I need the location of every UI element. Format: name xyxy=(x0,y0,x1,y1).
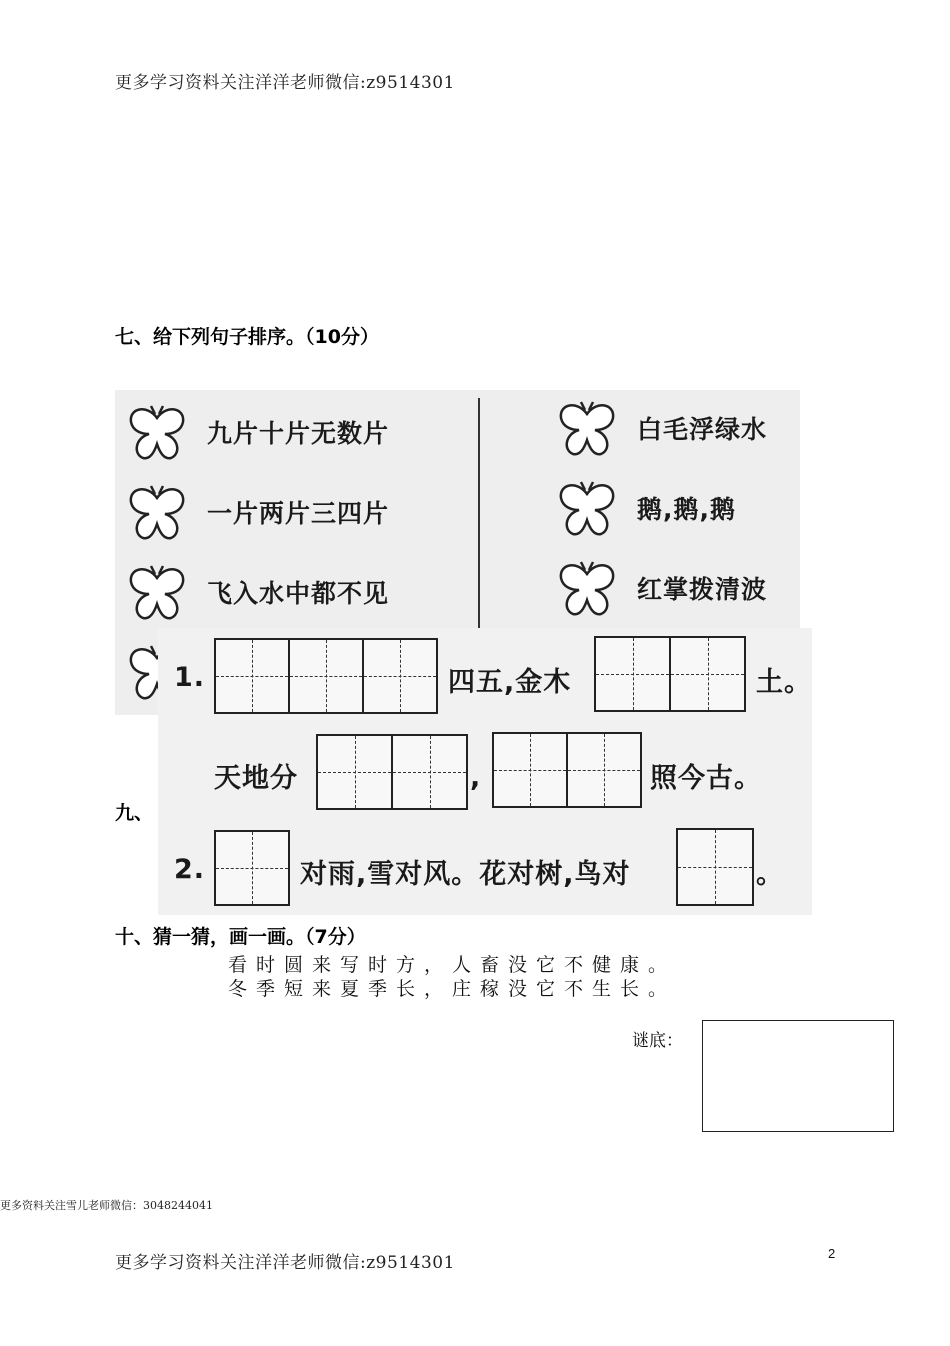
line2-end-text: 照今古。 xyxy=(650,763,762,794)
answer-boxes-line1b[interactable] xyxy=(594,636,746,712)
line2-comma: , xyxy=(470,762,482,793)
item1-number: 1. xyxy=(174,662,206,693)
answer-boxes-line1a[interactable] xyxy=(214,638,438,714)
butterfly-icon xyxy=(125,558,189,626)
answer-box-line3b[interactable] xyxy=(676,828,754,906)
answer-label: 谜底： xyxy=(632,1031,683,1051)
left-phrase-2: 一片两片三四片 xyxy=(207,499,390,528)
section7-title: 七、给下列句子排序。（10分） xyxy=(115,326,379,348)
section9-label: 九、 xyxy=(115,802,154,824)
fill-in-panel xyxy=(158,628,812,915)
footer-text: 更多学习资料关注洋洋老师微信:z9514301 xyxy=(115,1253,455,1273)
right-item-3 xyxy=(555,554,767,622)
footer-small-text: 更多资料关注雪儿老师微信：3048244041 xyxy=(0,1199,213,1212)
item2-number: 2. xyxy=(174,854,206,885)
answer-box-line3a[interactable] xyxy=(214,830,290,906)
butterfly-icon xyxy=(555,474,619,542)
right-phrase-1: 白毛浮绿水 xyxy=(637,415,768,444)
right-item-2 xyxy=(555,474,736,542)
left-item-1 xyxy=(125,398,389,466)
left-phrase-3: 飞入水中都不见 xyxy=(207,579,390,608)
right-phrase-3: 红掌拨清波 xyxy=(637,575,768,604)
line2-start-text: 天地分 xyxy=(214,763,298,794)
left-item-3 xyxy=(125,558,389,626)
answer-boxes-line2b[interactable] xyxy=(492,732,642,808)
left-phrase-1: 九片十片无数片 xyxy=(207,419,390,448)
line3-middle-text: 对雨,雪对风。花对树,鸟对 xyxy=(300,859,631,890)
line1-middle-text: 四五,金木 xyxy=(448,667,572,698)
line1-end-text: 土。 xyxy=(756,667,812,698)
answer-drawing-box[interactable] xyxy=(702,1020,894,1132)
left-item-2 xyxy=(125,478,389,546)
header-text: 更多学习资料关注洋洋老师微信:z9514301 xyxy=(115,73,455,93)
page-number: 2 xyxy=(828,1246,836,1261)
butterfly-icon xyxy=(555,394,619,462)
answer-boxes-line2a[interactable] xyxy=(316,734,468,810)
line3-end-text: 。 xyxy=(756,859,784,890)
right-item-1 xyxy=(555,394,767,462)
panel-divider xyxy=(478,398,480,638)
butterfly-icon xyxy=(555,554,619,622)
riddle-line-2: 冬季短来夏季长，庄稼没它不生长。 xyxy=(228,978,677,1000)
right-phrase-2: 鹅,鹅,鹅 xyxy=(637,495,736,524)
riddle-line-1: 看时圆来写时方，人畜没它不健康。 xyxy=(228,954,677,976)
butterfly-icon xyxy=(125,478,189,546)
butterfly-icon xyxy=(125,398,189,466)
section10-title: 十、猜一猜，画一画。（7分） xyxy=(115,926,366,948)
